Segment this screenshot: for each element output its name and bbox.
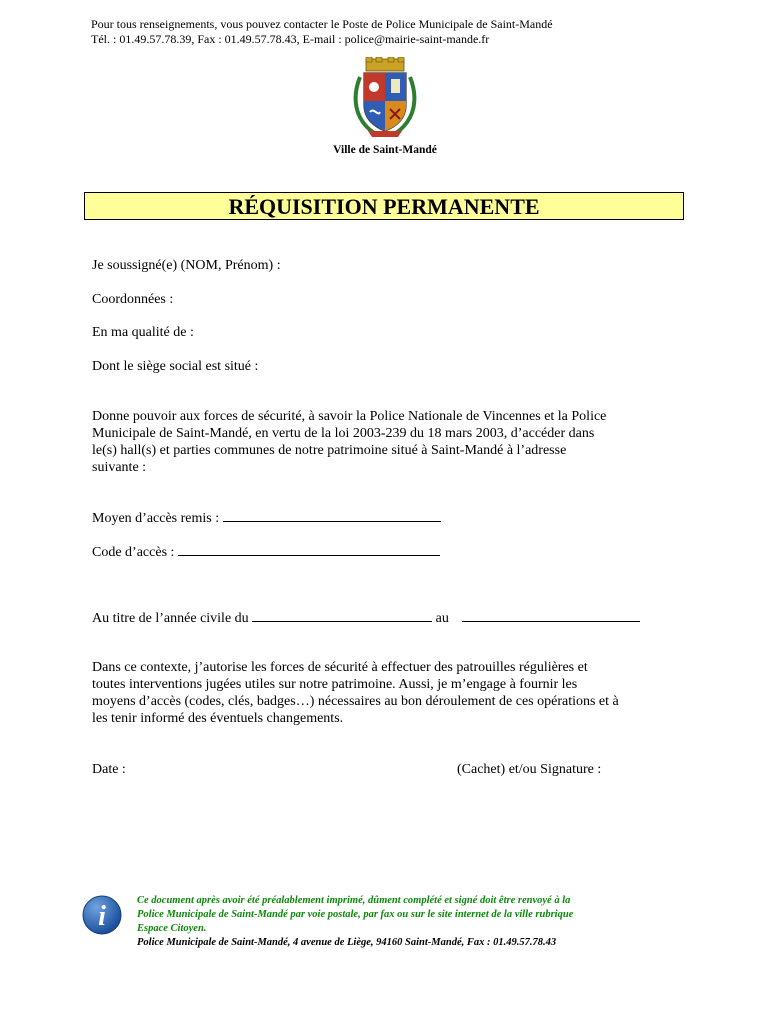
access-code-label: Code d’accès :: [92, 545, 175, 560]
city-name: Ville de Saint-Mandé: [333, 144, 437, 156]
consent-line-2: toutes interventions jugées utiles sur notre patrimoine. Aussi, je m’engage à fournir les: [92, 677, 578, 692]
mandate-line-1: Donne pouvoir aux forces de sécurité, à savoir la Police Nationale de Vincennes et la Police: [92, 409, 607, 424]
header-line-1: Pour tous renseignements, vous pouvez contacter le Poste de Police Municipale de Saint-Mandé: [91, 17, 553, 31]
year-to-label: au: [435, 611, 449, 626]
date-label: Date :: [92, 762, 126, 777]
note-line-3: Espace Citoyen.: [137, 923, 207, 934]
svg-text:i: i: [98, 901, 106, 932]
access-means-label: Moyen d’accès remis :: [92, 511, 220, 526]
name-field-label: Je soussigné(e) (NOM, Prénom) :: [92, 258, 281, 273]
consent-line-4: les tenir informé des éventuels changements.: [92, 711, 344, 726]
consent-paragraph: [92, 659, 692, 727]
access-code-blank[interactable]: [178, 543, 440, 556]
access-code-row: [92, 543, 440, 561]
return-instructions: [137, 894, 697, 936]
capacity-field-label: En ma qualité de :: [92, 325, 194, 340]
note-line-1: Ce document après avoir été préalablement imprimé, dûment complété et signé doit être renvoyé à la: [137, 895, 571, 906]
year-from-label: Au titre de l’année civile du: [92, 611, 249, 626]
access-means-row: [92, 509, 441, 527]
coat-of-arms-icon: [352, 57, 418, 139]
consent-line-3: moyens d’accès (codes, clés, badges…) nécessaires au bon déroulement de ces opérations et à: [92, 694, 619, 709]
access-means-blank[interactable]: [223, 509, 441, 522]
contact-field-label: Coordonnées :: [92, 292, 174, 307]
contact-header: [91, 17, 553, 47]
consent-line-1: Dans ce contexte, j’autorise les forces de sécurité à effectuer des patrouilles régulières et: [92, 660, 588, 675]
mandate-line-4: suivante :: [92, 460, 147, 475]
mandate-line-3: le(s) hall(s) et parties communes de notre patrimoine situé à Saint-Mandé à l’adresse: [92, 443, 567, 458]
mandate-paragraph: [92, 408, 692, 476]
header-line-2: Tél. : 01.49.57.78.39, Fax : 01.49.57.78.43, E-mail : police@mairie-saint-mande.fr: [91, 32, 490, 46]
year-from-blank[interactable]: [252, 609, 432, 622]
signature-label: (Cachet) et/ou Signature :: [457, 762, 602, 777]
police-address: Police Municipale de Saint-Mandé, 4 avenue de Liège, 94160 Saint-Mandé, Fax : 01.49.57.78.43: [137, 937, 557, 948]
document-title: RÉQUISITION PERMANENTE: [84, 192, 684, 220]
info-icon: [82, 895, 122, 935]
note-line-2: Police Municipale de Saint-Mandé par voie postale, par fax ou sur le site internet de la ville rubrique: [137, 909, 574, 920]
seat-field-label: Dont le siège social est situé :: [92, 359, 259, 374]
mandate-line-2: Municipale de Saint-Mandé, en vertu de la loi 2003-239 du 18 mars 2003, d’accéder dans: [92, 426, 595, 441]
civil-year-row: [92, 609, 640, 627]
year-to-blank[interactable]: [462, 609, 640, 622]
